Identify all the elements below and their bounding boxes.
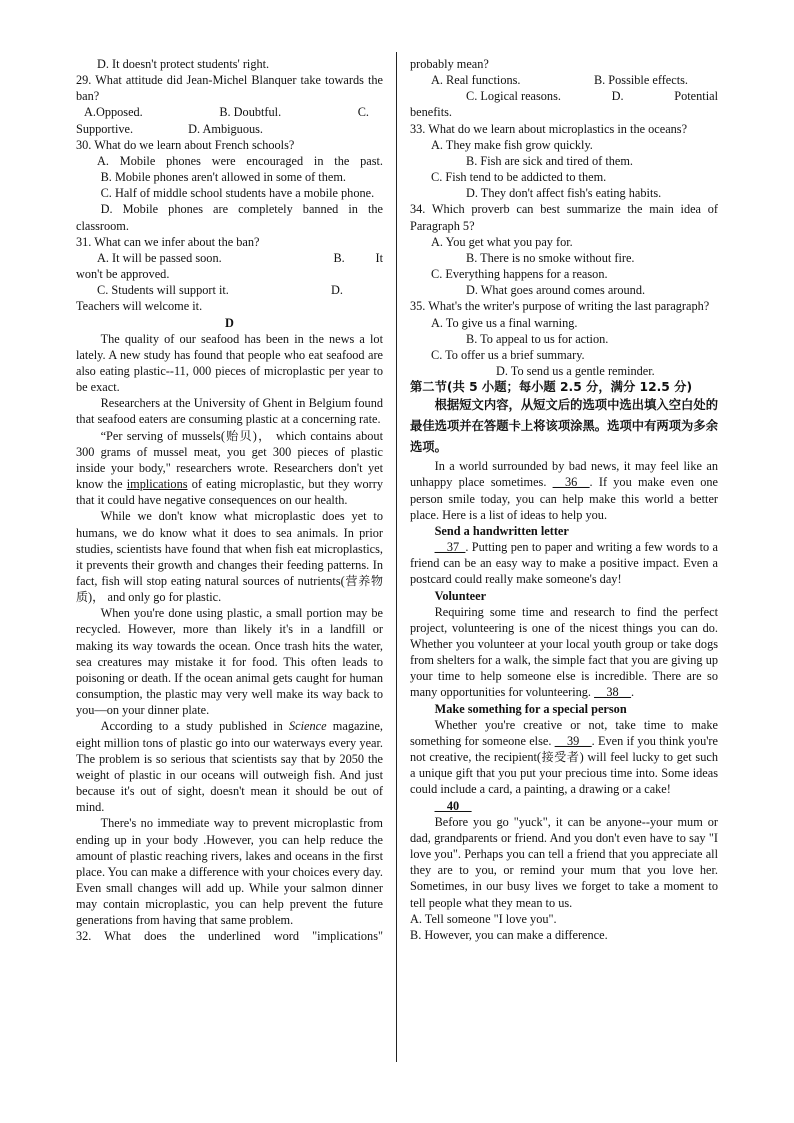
blank-38[interactable]: __38__: [594, 685, 631, 700]
volunteer-text: Requiring some time and research to find the perfect project, volunteering is one of the nicest things you can do. Whether you volunteer at your local youth group or take dogs from shelters for a walk, the simple fact that you are giving up your time to help someone else is incredible. There are so many opportunities for volunteering.: [410, 604, 718, 700]
blank-40[interactable]: __40__: [434, 798, 472, 813]
q32-option-d-cont: benefits.: [410, 105, 453, 120]
passage-paragraph-6: [76, 718, 383, 815]
last-paragraph: Before you go "yuck", it can be anyone--your mum or dad, grandparents or friend. And you don't even have to say "I love you". Perhaps you can tell a friend that you appreciate all they are to you, or remind your mum that you love her. Sometimes, in our busy lives we forget to take a moment to tell people what they mean to us.: [410, 814, 718, 910]
q28-option-d: D. It doesn't protect students' right.: [97, 57, 270, 71]
right-column: [410, 56, 718, 943]
make-something-paragraph: [410, 717, 718, 798]
q32-options-row: [410, 72, 718, 88]
p3-text-c: of eating microplastic, but they worry that it could have negative consequences on our health.: [76, 477, 384, 508]
section-2-title: 第二节(共 5 小题；每小题 2.5 分，满分 12.5 分): [410, 380, 693, 395]
intro-text-a: In a world surrounded by bad news, it may feel like an unhappy place sometimes.: [410, 459, 718, 490]
underlined-word-implications: implications: [126, 477, 188, 492]
p6-text-a: According to a study published in: [100, 719, 290, 734]
q29-options-row: [76, 104, 383, 120]
blank-37[interactable]: __37_: [434, 540, 466, 555]
q30-option-c: C. Half of middle school students have a mobile phone.: [100, 186, 375, 201]
section-2-instructions: 根据短文内容，从短文后的选项中选出填入空白处的最佳选项并在答题卡上将该项涂黑。选项中有两项为多余选项。: [410, 398, 718, 455]
q34-stem: 34. Which proverb can best summarize the main idea of Paragraph 5?: [410, 202, 718, 233]
passage-paragraph-7: There's no immediate way to prevent microplastic from ending up in your body .However, you can help reduce the amount of plastic reaching rivers, lakes and oceans in the first place. You can make a difference with your choices every day. Even small changes will add up. While your salmon dinner may contain microplastic, you can help prevent the future generations from having that same problem.: [76, 816, 383, 928]
q32-option-b: B. Possible effects.: [593, 73, 688, 88]
q32-stem: 32. What does the underlined word "implications": [76, 929, 383, 944]
blank-39[interactable]: __39__: [554, 733, 592, 748]
q33-option-a: A. They make fish grow quickly.: [431, 137, 593, 152]
q30-option-b: B. Mobile phones aren't allowed in some of them.: [100, 170, 346, 185]
q29-option-a: A.Opposed.: [84, 105, 143, 120]
passage-paragraph-2: Researchers at the University of Ghent in Belgium found that seafood eaters are consuming plastic at a concerning rate.: [76, 396, 383, 427]
heading-handwritten-letter: Send a handwritten letter: [434, 523, 569, 538]
left-column: [76, 56, 383, 945]
make-chinese-gloss: 接受者: [540, 750, 580, 765]
q31-option-d-cont: Teachers will welcome it.: [76, 299, 203, 314]
q34-option-d: D. What goes around comes around.: [466, 283, 646, 298]
q33-option-b: B. Fish are sick and tired of them.: [466, 153, 633, 168]
p4-text-a: While we don't know what microplastic does yet to humans, we do know what it does to sea animals. In prior studies, scientists have found that when fish eat microplastics, it prevents their growth and changes their feeding patterns. In fact, fish will stop eating natural sources of nutrients(: [76, 509, 383, 588]
q34-option-b: B. There is no smoke without fire.: [466, 250, 635, 265]
intro-text-b: . If you make even one person smile today, you can help make this world a better place. Here is a list of ideas to help you.: [410, 475, 718, 522]
q31-stem: 31. What can we infer about the ban?: [76, 234, 260, 249]
passage-letter: D: [225, 315, 234, 330]
make-text-c: ) will feel lucky to get such a unique gift that you put your precious time into. Some ideas could include a card, a painting, a drawing or a cake!: [410, 750, 718, 797]
q35-option-a: A. To give us a final warning.: [431, 315, 578, 330]
q30-option-a: A. Mobile phones were encouraged in the past.: [97, 153, 383, 168]
p3-text-b: )， which contains about 300 grams of mussel meat, you get 300 pieces of plastic inside your body," researchers wrote. Researchers don't yet know the: [76, 428, 383, 492]
q29-stem: 29. What attitude did Jean-Michel Blanquer take towards the ban?: [76, 73, 383, 104]
q32-stem-cont: probably mean?: [410, 57, 489, 71]
p6-italic-science: Science: [289, 719, 327, 734]
q29-option-c-letter: C.: [357, 105, 369, 120]
heading-make-something: Make something for a special person: [434, 701, 627, 716]
q29-option-d: D. Ambiguous.: [188, 121, 263, 136]
q35-option-c: C. To offer us a brief summary.: [431, 347, 585, 362]
q30-stem: 30. What do we learn about French schools?: [76, 137, 295, 152]
q35-option-b: B. To appeal to us for action.: [466, 331, 609, 346]
passage-paragraph-5: When you're done using plastic, a small portion may be recycled. However, more than likely it's in a landfill or making its way towards the ocean. Once trash hits the water, sea creatures may mistake it for food. This often leads to poisoning or death. If the ocean animal gets caught for human consumption, the plastic may very well make its way back to you—on your dinner plate.: [76, 606, 383, 718]
heading-volunteer: Volunteer: [434, 588, 487, 603]
letter-text: . Putting pen to paper and writing a few words to a friend can be an easy way to make a positive impact. Even a postcard could really make someone's day!: [410, 540, 718, 587]
passage-paragraph-3: [76, 428, 383, 509]
q31-option-c: C. Students will support it.: [97, 283, 229, 298]
p3-text-a: “Per serving of mussels(: [100, 428, 225, 443]
q34-option-c: C. Everything happens for a reason.: [431, 267, 608, 282]
volunteer-paragraph: [410, 604, 718, 701]
q33-stem: 33. What do we learn about microplastics in the oceans?: [410, 121, 688, 136]
q30-option-d: D. Mobile phones are completely banned in the classroom.: [76, 202, 383, 233]
p3-chinese-gloss: 贻贝: [224, 428, 253, 443]
blank-36[interactable]: __36__: [552, 475, 590, 490]
q35-option-d: D. To send us a gentle reminder.: [496, 363, 655, 378]
q32-options-row-2: [410, 88, 718, 104]
passage-paragraph-4: [76, 508, 383, 605]
q33-option-d: D. They don't affect fish's eating habits.: [466, 186, 662, 201]
option-b: B. However, you can make a difference.: [410, 927, 608, 942]
letter-paragraph: [410, 539, 718, 587]
p4-text-b: )， and only go for plastic.: [88, 590, 222, 605]
q29-options-row-2: [76, 121, 383, 137]
q35-stem: 35. What's the writer's purpose of writing the last paragraph?: [410, 299, 710, 314]
q31-option-d-letter: D.: [331, 283, 343, 298]
q31-options-row: [76, 250, 383, 266]
q32-option-d-word: Potential: [674, 89, 718, 104]
volunteer-end: .: [630, 685, 635, 700]
make-text-a: Whether you're creative or not, take time to make something for someone else.: [410, 717, 718, 748]
q31-option-b-cont: won't be approved.: [76, 267, 170, 282]
q34-option-a: A. You get what you pay for.: [431, 234, 573, 249]
make-text-b: . Even if you think you're not creative, the recipient(: [410, 733, 718, 765]
option-a: A. Tell someone "I love you".: [410, 911, 557, 926]
blank-40-line: [410, 798, 718, 814]
q32-option-c: C. Logical reasons.: [466, 89, 561, 104]
q32-option-a: A. Real functions.: [431, 73, 521, 88]
column-divider: [396, 52, 397, 1062]
q31-options-row-2: [76, 282, 383, 298]
q33-option-c: C. Fish tend to be addicted to them.: [431, 170, 607, 185]
q29-option-b: B. Doubtful.: [219, 105, 282, 120]
q29-option-c-word: Supportive.: [76, 121, 134, 136]
q31-option-a: A. It will be passed soon.: [97, 250, 222, 265]
q31-option-b-letter: B. It: [333, 250, 383, 265]
intro-paragraph: [410, 458, 718, 523]
p4-chinese-gloss: 营养物质: [76, 574, 383, 605]
p6-text-b: magazine, eight million tons of plastic go into our waterways every year. The problem is so serious that scientists say that by 2050 the weight of plastic in our oceans will outweigh fish. And just because it's out of sight, doesn't mean it should be out of mind.: [76, 719, 383, 815]
passage-paragraph-1: The quality of our seafood has been in the news a lot lately. A new study has found that people who eat seafood are also eating plastic--11, 000 pieces of microplastic per year to be exact.: [76, 331, 383, 395]
q32-option-d-letter: D.: [611, 89, 624, 104]
